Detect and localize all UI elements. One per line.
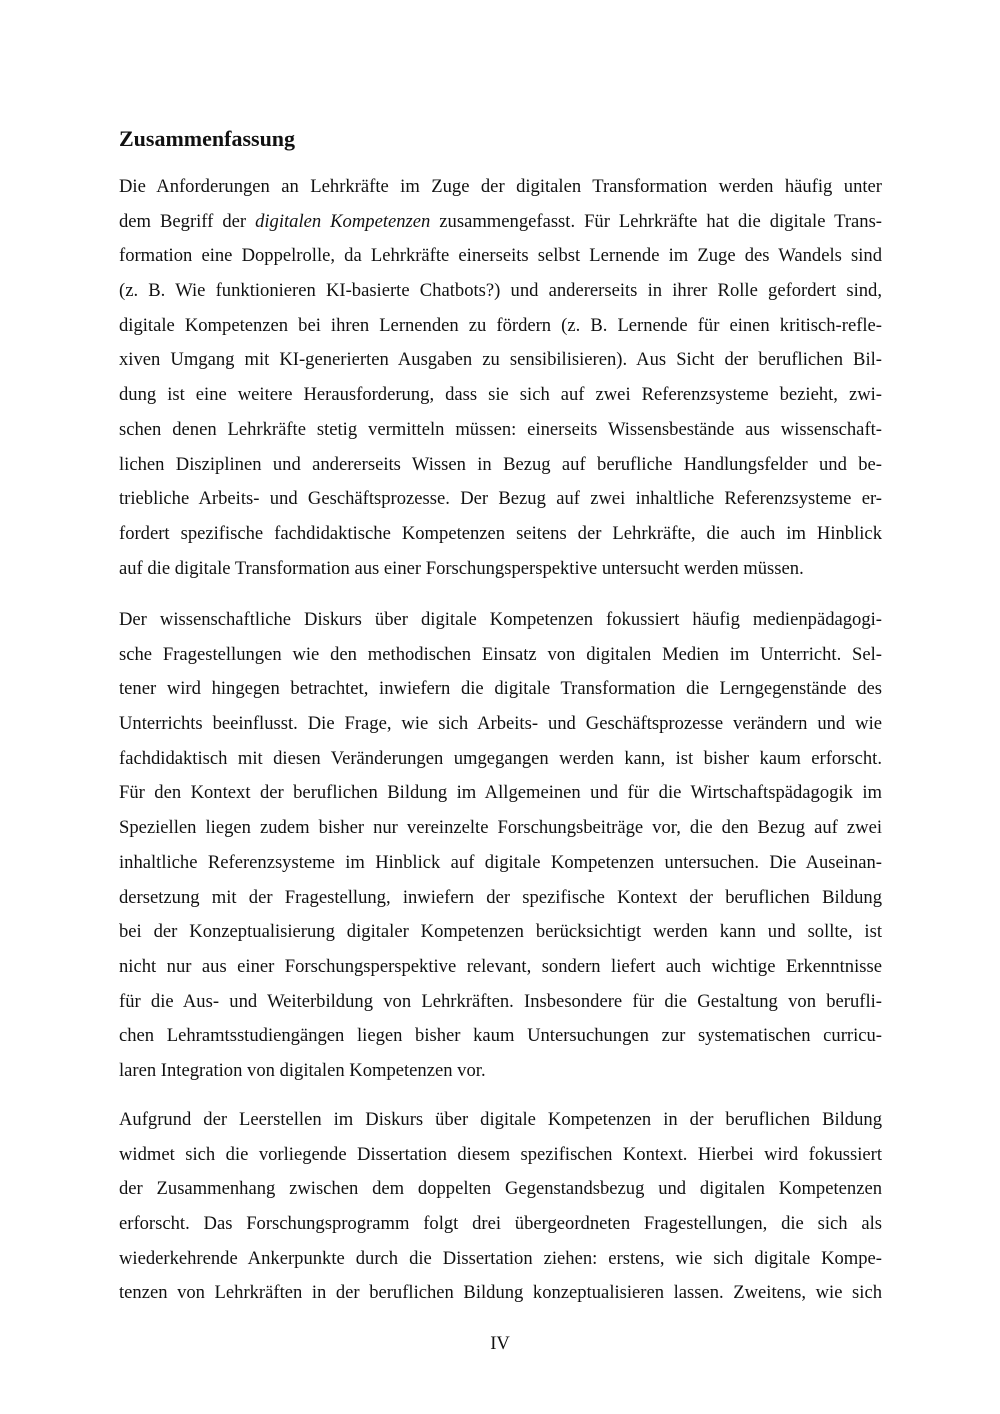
text-line: Die Anforderungen an Lehrkräfte im Zuge der digitalen Transformation werden häufig unter (119, 176, 882, 197)
text-run: dem Begriff der (119, 210, 256, 232)
emphasized-term: digitalen Kompetenzen (255, 210, 431, 232)
text-line: erforscht. Das Forschungsprogramm folgt drei übergeordneten Fragestellungen, die sich als (119, 1213, 882, 1235)
text-line: laren Integration von digitalen Kompetenzen vor. (119, 1059, 486, 1081)
text-line: für die Aus- und Weiterbildung von Lehrkräften. Insbesondere für die Gestaltung von berufli- (119, 990, 882, 1012)
text-line: tenzen von Lehrkräften in der beruflichen Bildung konzeptualisieren lassen. Zweitens, wie sich (119, 1282, 882, 1304)
text-line: dersetzung mit der Fragestellung, inwiefern der spezifische Kontext der beruflichen Bildung (119, 886, 882, 908)
text-line: dung ist eine weitere Herausforderung, dass sie sich auf zwei Referenzsysteme bezieht, zwi- (119, 384, 882, 406)
section-heading: Zusammenfassung (119, 126, 296, 151)
text-line: Speziellen liegen zudem bisher nur vereinzelte Forschungsbeiträge vor, die den Bezug auf zwei (119, 817, 882, 839)
text-line: fachdidaktisch mit diesen Veränderungen umgegangen werden kann, ist bisher kaum erforscht. (119, 747, 882, 769)
text-line: xiven Umgang mit KI-generierten Ausgaben zu sensibilisieren). Aus Sicht der beruflichen Bil- (119, 349, 882, 371)
text-line: nicht nur aus einer Forschungsperspektive relevant, sondern liefert auch wichtige Erkenntnisse (119, 955, 882, 977)
text-line: schen denen Lehrkräfte stetig vermitteln müssen: einerseits Wissensbestände aus wissenschaft- (119, 418, 882, 440)
page-number: IV (490, 1333, 510, 1354)
text-line: der Zusammenhang zwischen dem doppelten Gegenstandsbezug und digitalen Kompetenzen (119, 1178, 882, 1200)
text-line: bei der Konzeptualisierung digitaler Kompetenzen berücksichtigt werden kann und sollte, ist (119, 921, 882, 943)
text-run: zusammengefasst. Für Lehrkräfte hat die digitale Trans- (430, 210, 882, 232)
text-line: fordert spezifische fachdidaktische Kompetenzen seitens der Lehrkräfte, die auch im Hinblick (119, 522, 882, 544)
text-line: Für den Kontext der beruflichen Bildung im Allgemeinen und für die Wirtschaftspädagogik im (119, 782, 882, 804)
text-line: auf die digitale Transformation aus einer Forschungsperspektive untersucht werden müssen. (119, 557, 804, 579)
paragraph-1 (119, 170, 882, 586)
paragraph-3 (119, 1103, 882, 1311)
text-line: lichen Disziplinen und andererseits Wissen in Bezug auf berufliche Handlungsfelder und be- (119, 453, 882, 475)
paragraph-2 (119, 603, 882, 1089)
text-line: inhaltliche Referenzsysteme im Hinblick auf digitale Kompetenzen untersuchen. Die Auseinan- (119, 851, 882, 873)
text-line: tener wird hingegen betrachtet, inwiefern die digitale Transformation die Lerngegenstände des (119, 678, 882, 700)
text-line: Der wissenschaftliche Diskurs über digitale Kompetenzen fokussiert häufig medienpädagogi- (119, 609, 882, 630)
text-line: digitale Kompetenzen bei ihren Lernenden zu fördern (z. B. Lernende für einen kritisch-refle- (119, 314, 882, 336)
text-line: chen Lehramtsstudiengängen liegen bisher kaum Untersuchungen zur systematischen curricu- (119, 1025, 882, 1047)
text-line: Unterrichts beeinflusst. Die Frage, wie sich Arbeits- und Geschäftsprozesse verändern und wie (119, 713, 882, 735)
text-line: Aufgrund der Leerstellen im Diskurs über digitale Kompetenzen in der beruflichen Bildung (119, 1109, 882, 1130)
text-line: formation eine Doppelrolle, da Lehrkräfte einerseits selbst Lernende im Zuge des Wandels sind (119, 245, 882, 267)
text-line (119, 205, 882, 240)
text-line: sche Fragestellungen wie den methodischen Einsatz von digitalen Medien im Unterricht. Sel- (119, 643, 882, 665)
text-line: triebliche Arbeits- und Geschäftsprozesse. Der Bezug auf zwei inhaltliche Referenzsysteme er- (119, 488, 882, 510)
text-line: (z. B. Wie funktionieren KI-basierte Chatbots?) und andererseits in ihrer Rolle gefordert sind, (119, 280, 882, 302)
text-line: widmet sich die vorliegende Dissertation diesem spezifischen Kontext. Hierbei wird fokussiert (119, 1143, 882, 1165)
text-line: wiederkehrende Ankerpunkte durch die Dissertation ziehen: erstens, wie sich digitale Kompe- (119, 1247, 882, 1269)
